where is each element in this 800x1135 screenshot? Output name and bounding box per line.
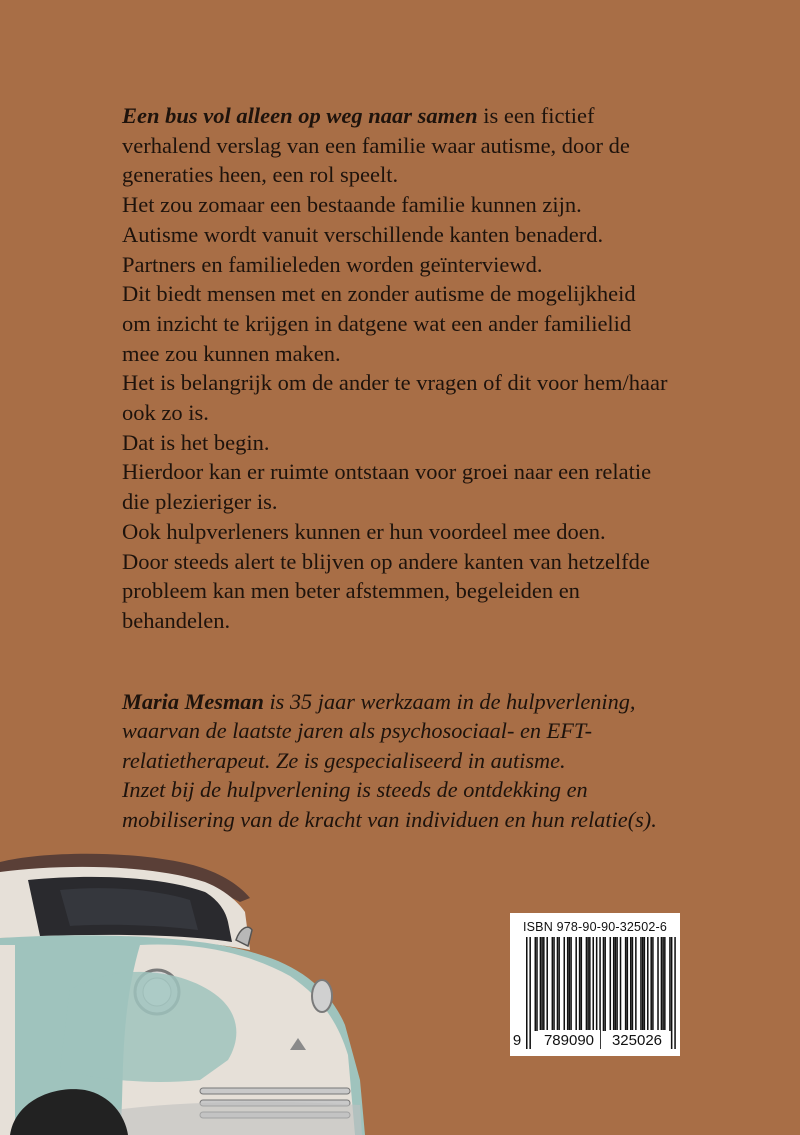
barcode-bar [615,937,617,1031]
barcode-bar [652,937,654,1031]
author-name: Maria Mesman [122,689,264,714]
blurb-line: om inzicht te krijgen in datgene wat een ander familielid [122,310,632,336]
barcode-bar [630,937,632,1031]
bio-line: is 35 jaar werkzaam in de hulpverlening, [263,689,636,714]
barcode-bar [579,937,581,1031]
blurb-line: is een fictief [477,103,595,128]
blurb-line: generaties heen, een rol speelt. [122,162,399,188]
barcode-bar [552,937,554,1031]
barcode-bar [642,937,644,1031]
barcode-bar [625,937,627,1031]
barcode-bar [632,937,634,1031]
blurb-line: Dat is het begin. [122,429,270,455]
bus-grille [200,1088,350,1094]
barcode-bar [570,937,572,1031]
barcode-bar [603,937,605,1031]
blurb-line: Ook hulpverleners kunnen er hun voordeel mee doen. [122,518,606,544]
bio-line: waarvan de laatste jaren als psychosociaal- en EFT- [122,718,593,744]
barcode-bar [553,937,555,1031]
barcode-digit-first: 9 [510,1030,524,1052]
blurb-line: probleem kan men beter afstemmen, begeleiden en [122,578,580,604]
blurb-line: Autisme wordt vanuit verschillende kanten benaderd. [122,221,604,247]
blurb-line: verhalend verslag van een familie waar autisme, door de [122,132,630,158]
barcode-bar [604,937,606,1031]
blurb-line: behandelen. [122,607,231,633]
barcode-bar [581,937,583,1031]
blurb-first-line [122,101,762,131]
barcode-bar [592,937,594,1031]
bio-line: mobilisering van de kracht van individuen en hun relatie(s). [122,806,657,832]
barcode-bar [620,937,622,1031]
barcode-bar [661,937,663,1031]
barcode-bar [662,937,664,1031]
barcode-bar [586,937,588,1031]
author-bio [122,687,762,834]
barcode-bar [644,937,646,1031]
barcode-bar [535,937,537,1031]
barcode-bar [575,937,577,1031]
blurb-line: Hierdoor kan er ruimte ontstaan voor groei naar een relatie [122,459,652,485]
bio-line: relatietherapeut. Ze is gespecialiseerd in autisme. [122,747,566,773]
bio-line: Inzet bij de hulpverlening is steeds de ontdekking en [122,777,588,803]
barcode-bar [669,937,671,1031]
barcode-bar [671,937,673,1049]
barcode-bar [543,937,545,1031]
blurb-line: die plezieriger is. [122,489,278,515]
barcode-bar [647,937,649,1031]
barcode-bar [640,937,642,1031]
barcode-bar [529,937,531,1049]
back-cover-blurb [122,101,762,636]
barcode-bar [674,937,676,1049]
barcode-bar [650,937,652,1031]
barcode-bar [536,937,538,1031]
vintage-bus-illustration [0,850,365,1135]
barcode-bar [557,937,559,1031]
barcode-bar [613,937,615,1031]
barcode-bar [526,937,528,1049]
barcode-bar [616,937,618,1031]
blurb-line: Dit biedt mensen met en zonder autisme de mogelijkheid [122,281,636,307]
barcode-bar [569,937,571,1031]
blurb-line: Partners en familieleden worden geïnterviewd. [122,251,543,277]
book-title: Een bus vol alleen op weg naar samen [122,103,478,128]
blurb-line: Het is belangrijk om de ander te vragen of dit voor hem/haar [122,370,668,396]
barcode-digits-right: 325026 [606,1030,668,1052]
barcode-bar [589,937,591,1031]
isbn-label: ISBN 978-90-90-32502-6 [522,920,668,934]
barcode-bar [657,937,659,1031]
bus-headlight [312,980,332,1012]
blurb-line: Door steeds alert te blijven op andere kanten van hetzelfde [122,548,650,574]
barcode-bar [541,937,543,1031]
barcode-bar [587,937,589,1031]
barcode-bar [546,937,548,1031]
blurb-line: mee zou kunnen maken. [122,340,341,366]
blurb-line: ook zo is. [122,400,209,426]
barcode-bar [627,937,629,1031]
barcode-digits-left: 789090 [538,1030,600,1052]
barcode-bar [540,937,542,1031]
bio-first-line [122,687,762,716]
barcode-bar [610,937,612,1031]
blurb-line: Het zou zomaar een bestaande familie kunnen zijn. [122,192,582,218]
isbn-barcode [510,913,680,1056]
barcode-bar [558,937,560,1031]
barcode-bar [664,937,666,1031]
barcode-bar [567,937,569,1031]
barcode-bar [635,937,637,1031]
barcode-bar [564,937,566,1031]
